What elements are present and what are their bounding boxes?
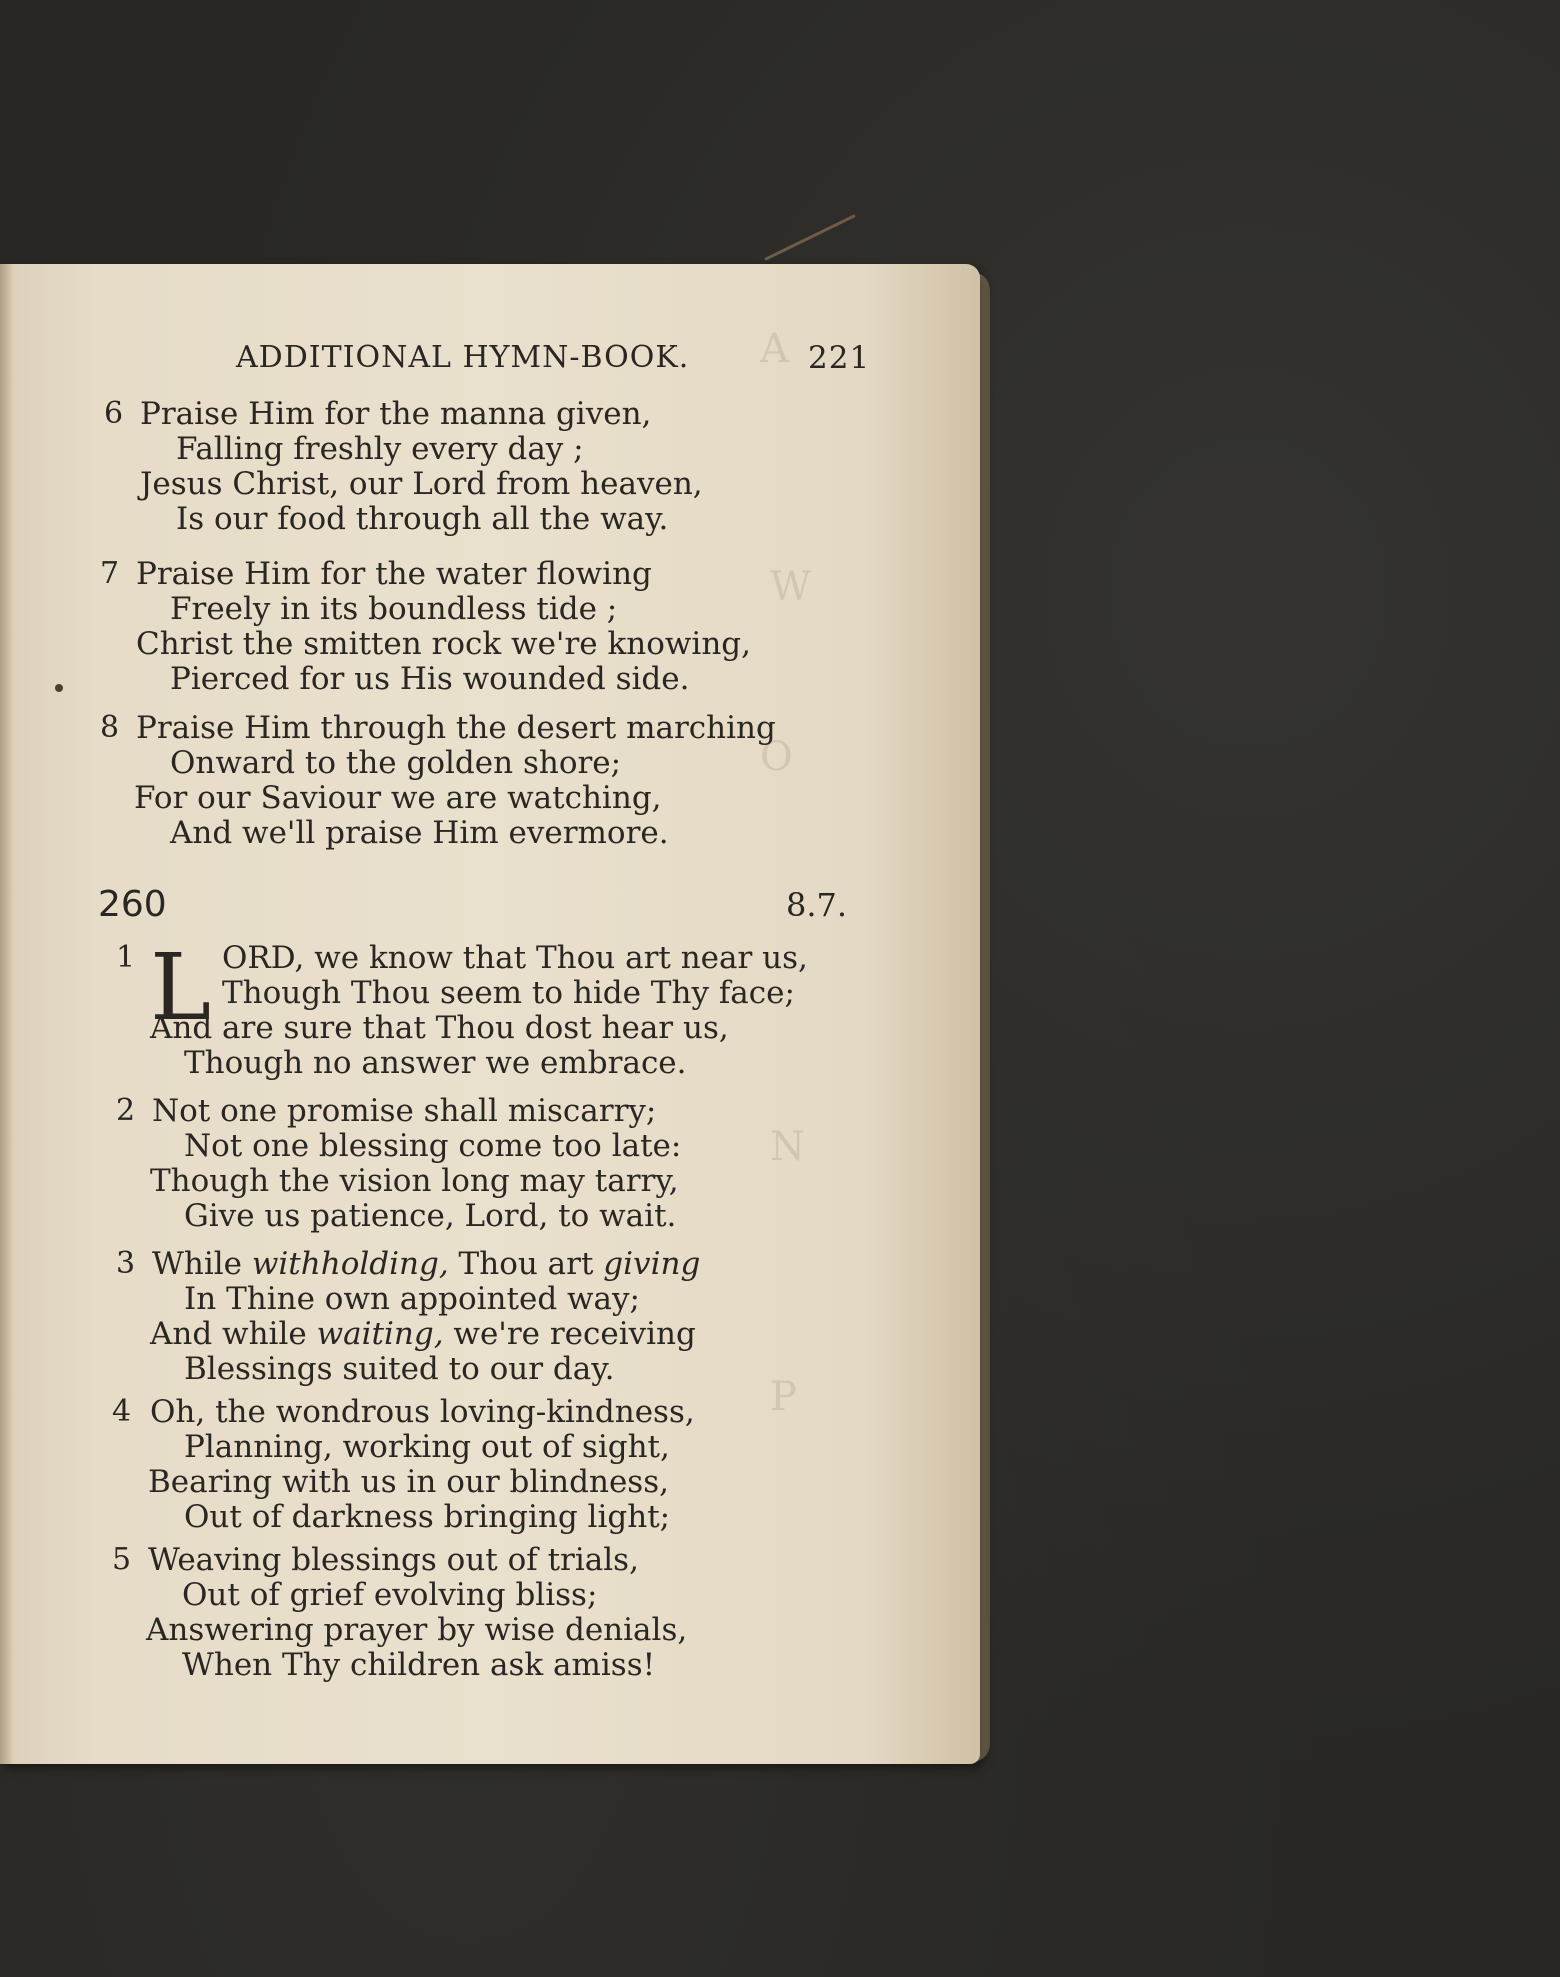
verse-number: 7 <box>100 556 120 591</box>
verse-line: Is our food through all the way. <box>176 501 669 537</box>
verse-line: Give us patience, Lord, to wait. <box>184 1198 677 1234</box>
verse-line: Praise Him for the water flowing <box>136 556 652 592</box>
italic-text: giving <box>603 1246 701 1282</box>
show-through: A <box>760 326 789 372</box>
verse-line: Freely in its boundless tide ; <box>170 591 618 627</box>
verse-line: Falling freshly every day ; <box>176 431 584 467</box>
verse-line: Praise Him through the desert marching <box>136 710 776 746</box>
verse-line: Not one blessing come too late: <box>184 1128 682 1164</box>
text-run: While <box>152 1246 252 1282</box>
verse-line: Answering prayer by wise denials, <box>146 1612 688 1648</box>
verse-line: Though the vision long may tarry, <box>150 1163 679 1199</box>
verse-line: Praise Him for the manna given, <box>140 396 652 432</box>
ink-speck <box>55 684 63 692</box>
gutter-shadow <box>0 264 14 1764</box>
verse-line: Though no answer we embrace. <box>184 1045 687 1081</box>
drop-cap: L <box>150 934 212 1041</box>
verse-line: Weaving blessings out of trials, <box>148 1542 639 1578</box>
verse-line: Blessings suited to our day. <box>184 1351 615 1387</box>
text-run: Thou art <box>448 1246 604 1282</box>
show-through: W <box>770 564 812 610</box>
verse-number: 4 <box>112 1394 132 1429</box>
verse-line: Christ the smitten rock we're knowing, <box>136 626 751 662</box>
verse-line: ORD, we know that Thou art near us, <box>222 940 808 976</box>
page-number: 221 <box>808 340 871 376</box>
verse-line: In Thine own appointed way; <box>184 1281 640 1317</box>
verse-line <box>150 1316 696 1352</box>
show-through: O <box>760 734 793 780</box>
verse-line: Though Thou seem to hide Thy face; <box>222 975 795 1011</box>
verse-number: 5 <box>112 1542 132 1577</box>
verse-number: 6 <box>104 396 124 431</box>
verse-line: And we'll praise Him evermore. <box>170 815 669 851</box>
show-through: P <box>770 1374 797 1420</box>
verse-line: Out of grief evolving bliss; <box>182 1577 598 1613</box>
verse-line: Pierced for us His wounded side. <box>170 661 690 697</box>
verse-line <box>152 1246 700 1282</box>
verse-line: Bearing with us in our blindness, <box>148 1464 669 1500</box>
show-through: N <box>770 1124 805 1170</box>
verse-line: Planning, working out of sight, <box>184 1429 670 1465</box>
text-run: we're receiving <box>443 1316 696 1352</box>
verse-line: Jesus Christ, our Lord from heaven, <box>140 466 703 502</box>
verse-line: Not one promise shall miscarry; <box>152 1093 657 1129</box>
text-run: And while <box>150 1316 317 1352</box>
running-title: ADDITIONAL HYMN-BOOK. <box>236 340 690 375</box>
verse-number: 2 <box>116 1093 136 1128</box>
verse-line: Onward to the golden shore; <box>170 745 622 781</box>
italic-text: withholding, <box>251 1246 449 1282</box>
italic-text: waiting, <box>316 1316 444 1352</box>
verse-line: For our Saviour we are watching, <box>134 780 662 816</box>
verse-number: 8 <box>100 710 120 745</box>
verse-number: 3 <box>116 1246 136 1281</box>
verse-number: 1 <box>116 940 136 975</box>
verse-line: And are sure that Thou dost hear us, <box>150 1010 729 1046</box>
hymn-number: 260 <box>98 884 167 925</box>
book-page <box>0 264 980 1764</box>
verse-line: Oh, the wondrous loving-kindness, <box>150 1394 695 1430</box>
hymn-meter: 8.7. <box>786 886 848 924</box>
verse-line: When Thy children ask amiss! <box>182 1647 656 1683</box>
verse-line: Out of darkness bringing light; <box>184 1499 671 1535</box>
page-header <box>0 340 980 380</box>
